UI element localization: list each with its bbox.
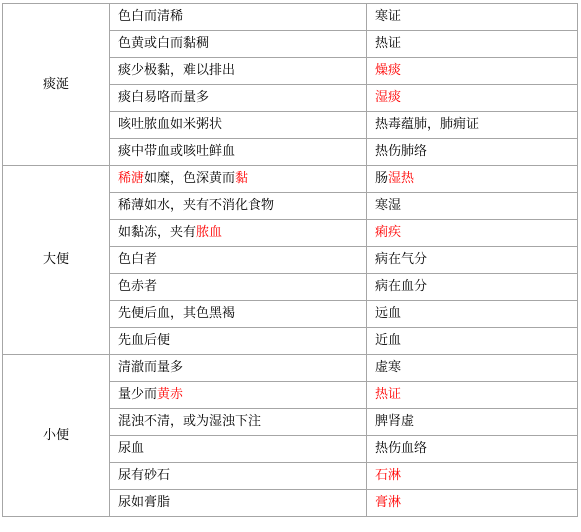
result-cell [367, 328, 578, 355]
result-cell [367, 166, 578, 193]
cell-text: 如黏冻，夹有 [118, 225, 197, 240]
sign-cell [110, 463, 367, 490]
highlighted-text: 热证 [375, 387, 402, 402]
cell-text: 尿血 [118, 441, 145, 456]
highlighted-text: 痢疾 [375, 225, 402, 240]
cell-text: 远血 [375, 306, 402, 321]
result-cell [367, 463, 578, 490]
result-cell [367, 112, 578, 139]
sign-cell [110, 31, 367, 58]
sign-cell [110, 220, 367, 247]
sign-cell [110, 166, 367, 193]
cell-text: 痰中带血或咳吐鲜血 [118, 144, 236, 159]
result-cell [367, 409, 578, 436]
sign-cell [110, 274, 367, 301]
sign-cell [110, 58, 367, 85]
category-cell: 痰涎 [3, 4, 110, 166]
cell-text: 寒湿 [375, 198, 402, 213]
result-cell [367, 490, 578, 517]
cell-text: 如糜，色深黄而 [144, 171, 236, 186]
cell-text: 色白而清稀 [118, 9, 184, 24]
cell-text: 尿有砂石 [118, 468, 171, 483]
highlighted-text: 湿热 [388, 171, 415, 186]
cell-text: 先便后血，其色黑褐 [118, 306, 236, 321]
highlighted-text: 黏 [235, 171, 249, 186]
sign-cell [110, 382, 367, 409]
cell-text: 色赤者 [118, 279, 158, 294]
cell-text: 痰白易咯而量多 [118, 90, 210, 105]
sign-cell [110, 112, 367, 139]
highlighted-text: 稀溏 [118, 171, 145, 186]
result-cell [367, 436, 578, 463]
category-cell: 大便 [3, 166, 110, 355]
cell-text: 寒证 [375, 9, 402, 24]
result-cell [367, 301, 578, 328]
cell-text: 近血 [375, 333, 402, 348]
result-cell [367, 58, 578, 85]
sign-cell [110, 490, 367, 517]
result-cell [367, 139, 578, 166]
sign-cell [110, 436, 367, 463]
table-row [3, 166, 578, 193]
highlighted-text: 湿痰 [375, 90, 402, 105]
cell-text: 肠 [375, 171, 389, 186]
result-cell [367, 382, 578, 409]
sign-cell [110, 193, 367, 220]
cell-text: 热证 [375, 36, 402, 51]
result-cell [367, 220, 578, 247]
cell-text: 脾肾虚 [375, 414, 415, 429]
cell-text: 清澈而量多 [118, 360, 184, 375]
highlighted-text: 石淋 [375, 468, 402, 483]
cell-text: 病在血分 [375, 279, 428, 294]
cell-text: 尿如膏脂 [118, 495, 171, 510]
cell-text: 病在气分 [375, 252, 428, 267]
diagnosis-table [2, 3, 578, 517]
cell-text: 色白者 [118, 252, 158, 267]
table-row [3, 355, 578, 382]
sign-cell [110, 328, 367, 355]
result-cell [367, 355, 578, 382]
highlighted-text: 燥痰 [375, 63, 402, 78]
cell-text: 虚寒 [375, 360, 402, 375]
result-cell [367, 31, 578, 58]
sign-cell [110, 247, 367, 274]
sign-cell [110, 4, 367, 31]
highlighted-text: 膏淋 [375, 495, 402, 510]
result-cell [367, 4, 578, 31]
highlighted-text: 黄赤 [157, 387, 184, 402]
sign-cell [110, 139, 367, 166]
cell-text: 咳吐脓血如米粥状 [118, 117, 223, 132]
cell-text: 稀薄如水，夹有不消化食物 [118, 198, 275, 213]
sign-cell [110, 409, 367, 436]
cell-text: 热毒蕴肺，肺痈证 [375, 117, 480, 132]
result-cell [367, 247, 578, 274]
result-cell [367, 85, 578, 112]
cell-text: 先血后便 [118, 333, 171, 348]
cell-text: 痰少极黏，难以排出 [118, 63, 236, 78]
table-row [3, 4, 578, 31]
result-cell [367, 274, 578, 301]
table-body [3, 4, 578, 517]
cell-text: 热伤肺络 [375, 144, 428, 159]
cell-text: 量少而 [118, 387, 158, 402]
sign-cell [110, 85, 367, 112]
sign-cell [110, 355, 367, 382]
result-cell [367, 193, 578, 220]
highlighted-text: 脓血 [196, 225, 223, 240]
cell-text: 色黄或白而黏稠 [118, 36, 210, 51]
category-cell: 小便 [3, 355, 110, 517]
cell-text: 混浊不清，或为湿浊下注 [118, 414, 262, 429]
cell-text: 热伤血络 [375, 441, 428, 456]
sign-cell [110, 301, 367, 328]
